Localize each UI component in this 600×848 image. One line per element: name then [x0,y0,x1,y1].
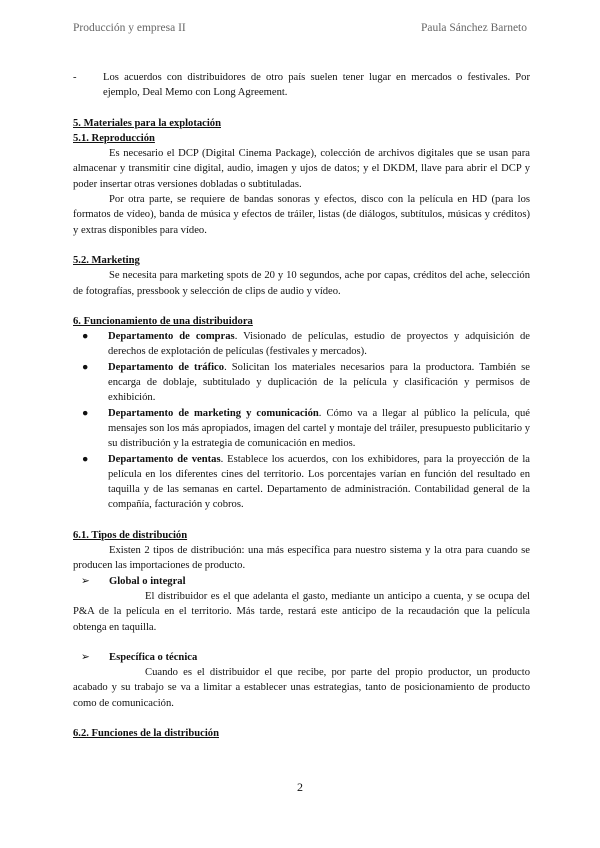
section-5-1-title: 5.1. Reproducción [73,132,155,144]
bullet-marker: ● [82,407,89,419]
department-name: Departamento de ventas [108,453,221,465]
type-global-title: Global o integral [109,575,186,587]
section-6-2-title: 6.2. Funciones de la distribución [73,727,219,739]
bullet-marker: ● [82,331,89,343]
list-item [73,329,530,360]
dash-marker: - [73,72,77,83]
paragraph-dcp: Es necesario el DCP (Digital Cinema Package), colección de archivos digitales que se usan para almacenar y transmitir cine digital, audio, imagen y ujos de datos; y el DKDM, llave para abrir el DCP y poder insertar otras versiones dobladas o subtituladas. [73,148,530,190]
department-description: . Solicitan los materiales necesarios para la productora. También se encarga de doblaje, subtitulado y duplicación de la película y clasificación y permisos de exhibición. [108,361,530,404]
type-especifica-heading [73,650,530,665]
department-name: Departamento de tráfico [108,361,225,373]
department-name: Departamento de marketing y comunicación [108,407,319,419]
paragraph-marketing: Se necesita para marketing spots de 20 y 10 segundos, ache por capas, créditos del ache, selección de fotografías, pressbook y selección de clips de audio y vídeo. [73,270,530,297]
type-especifica-title: Específica o técnica [109,651,198,663]
bullet-marker: ● [82,361,89,373]
section-5-title: 5. Materiales para la explotación [73,117,221,129]
intro-dash-text: Los acuerdos con distribuidores de otro país suelen tener lugar en mercados o festivales. Por ejemplo, Deal Memo con Long Agreement. [103,72,530,99]
arrow-marker: ➢ [81,651,90,663]
bullet-marker: ● [82,453,89,465]
list-item [73,452,530,513]
header-right: Paula Sánchez Barneto [420,22,527,34]
list-item [73,406,530,452]
type-global-heading [73,574,530,589]
page-number: 2 [297,780,303,794]
department-name: Departamento de compras [108,331,235,343]
arrow-marker: ➢ [81,575,90,587]
paragraph-tipos: Existen 2 tipos de distribución: una más específica para nuestro sistema y la otra para cuando se producen las importaciones de producto. [73,545,530,572]
page-content [73,70,530,741]
departments-list [73,329,530,513]
department-description: . Establece los acuerdos, con los exhibidores, para la proyección de la película en los diferentes cines del territorio. Los porcentajes varían en función del resultado en taquilla y de las semanas en cartel. Departamento de administración. Contabilidad general de la compañía, facturación y cobros. [108,453,531,511]
list-item [73,360,530,406]
department-description: . Cómo va a llegar al público la película, qué mensajes son los más apropiados, imagen del cartel y montaje del tráiler, presupuesto publicitario y su distribución y la estrategia de comunicación en medios. [108,407,530,450]
intro-dash-item [73,70,530,101]
section-6-title: 6. Funcionamiento de una distribuidora [73,315,253,327]
section-5-2-title: 5.2. Marketing [73,254,140,266]
paragraph-bandas: Por otra parte, se requiere de bandas sonoras y efectos, disco con la película en HD (para los formatos de vídeo), banda de música y efectos de tráiler, listas (de diálogos, subtítulos, músicas y créditos) y extras disponibles para vídeo. [73,194,530,236]
header-left: Producción y empresa II [73,22,186,34]
department-description: . Visionado de películas, estudio de proyectos y adquisición de derechos de explotación de películas (festivales y mercados). [108,331,530,358]
paragraph-global: El distribuidor es el que adelanta el gasto, mediante un anticipo a cuenta, y se ocupa del P&A de la película en el territorio. Más tarde, restará este anticipo de la recaudación que la película obtenga en taquilla. [73,590,530,633]
paragraph-especifica: Cuando es el distribuidor el que recibe, por parte del propio productor, un producto acabado y su trabajo se va a limitar a establecer unas estrategias, tanto de posicionamiento de producto como de comunicación. [73,667,530,709]
section-6-1-title: 6.1. Tipos de distribución [73,529,188,541]
